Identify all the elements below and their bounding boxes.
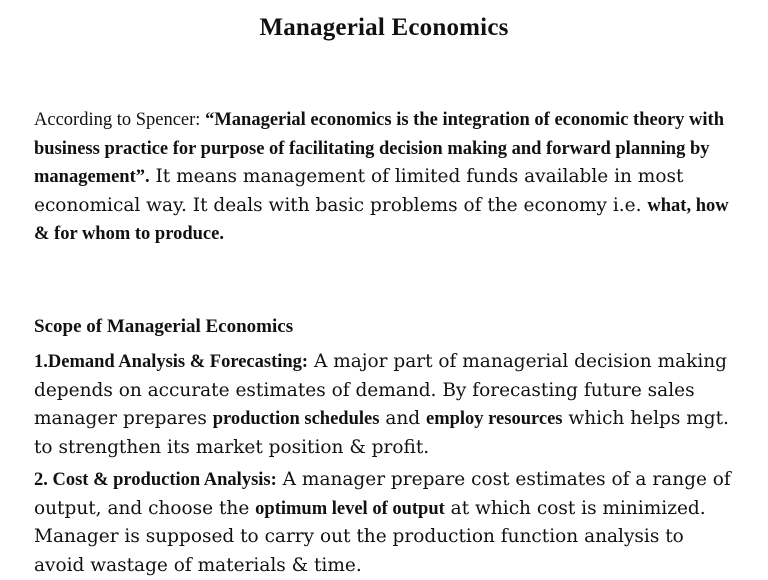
intro-lead: According to Spencer:: [34, 110, 206, 130]
item-text: which helps mgt. to strengthen its market position & profit.: [34, 408, 729, 458]
item-bold: optimum level of output: [255, 498, 445, 519]
intro-paragraph: [34, 106, 740, 249]
page-title: Managerial Economics: [259, 14, 509, 41]
item-bold: employ resources: [426, 409, 563, 429]
item-text: and: [379, 408, 426, 429]
intro-quote: “Managerial economics is the integration of economic theory with business practice for purpose of facilitating decision making and forward planning by management”.: [34, 110, 725, 187]
item-label: 1.Demand Analysis & Forecasting:: [34, 352, 309, 372]
item-label: 2. Cost & production Analysis:: [34, 470, 277, 490]
item-text: A manager prepare cost estimates of a range of output, and choose the: [34, 469, 731, 519]
intro-text: It means management of limited funds available in most economical way. It deals with basic problems of the economy i.e.: [34, 166, 684, 216]
item-bold: production schedules: [212, 409, 380, 429]
item-text: at which cost is minimized. Manager is supposed to carry out the production function analysis to avoid wastage of materials & time.: [34, 497, 706, 576]
scope-item-cost: [34, 466, 740, 580]
scope-item-demand: [34, 348, 740, 462]
item-text: A major part of managerial decision making depends on accurate estimates of demand. By forecasting future sales manager prepares: [34, 351, 728, 429]
scope-heading: Scope of Managerial Economics: [34, 316, 294, 337]
intro-bold-end: what, how & for whom to produce.: [34, 195, 729, 244]
